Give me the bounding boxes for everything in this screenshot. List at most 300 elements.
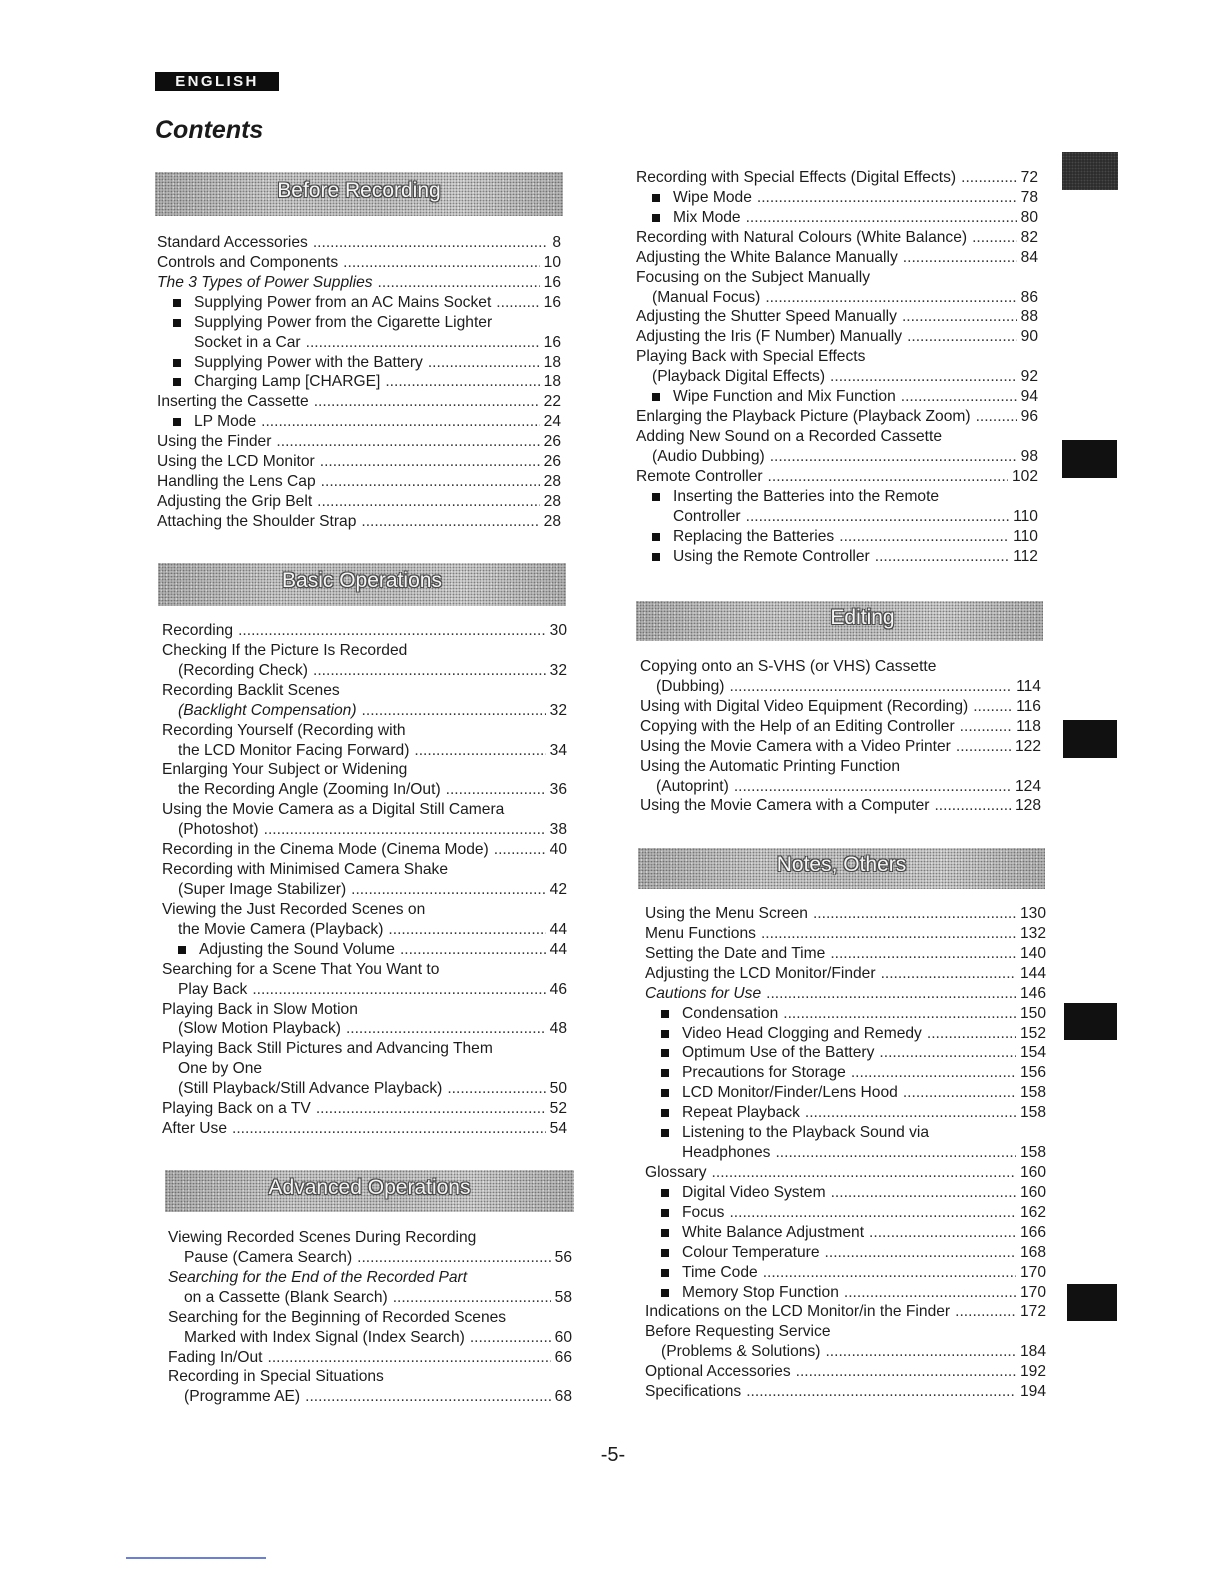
square-bullet-icon xyxy=(661,1189,669,1197)
toc-entry xyxy=(636,547,1038,567)
dot-leader xyxy=(903,1083,1016,1103)
toc-page-number: 90 xyxy=(1020,328,1038,346)
toc-page-number: 60 xyxy=(554,1328,572,1346)
dot-leader xyxy=(267,1348,550,1368)
dot-leader xyxy=(729,1203,1016,1223)
toc-entry-line xyxy=(645,1024,1046,1044)
toc-page-number: 170 xyxy=(1019,1263,1046,1281)
toc-entry-title: Adjusting the White Balance Manually xyxy=(636,248,898,266)
toc-page-number: 34 xyxy=(549,741,567,759)
toc-entry xyxy=(162,940,567,960)
toc-entry-title: One by One xyxy=(178,1060,263,1078)
toc-entry-line xyxy=(162,621,567,641)
toc-entry-title: Using the Remote Controller xyxy=(673,547,870,565)
toc-entry-line xyxy=(636,208,1038,228)
dot-leader xyxy=(960,717,1012,737)
toc-entry-title: Searching for the End of the Recorded Part xyxy=(168,1268,468,1286)
toc-entry xyxy=(162,621,567,641)
toc-entry-line xyxy=(636,168,1038,188)
toc-entry-line xyxy=(157,392,561,412)
dot-leader xyxy=(830,367,1017,387)
toc-entry xyxy=(162,900,567,940)
square-bullet-icon xyxy=(652,393,660,401)
toc-entry-line xyxy=(645,944,1046,964)
toc-entry xyxy=(645,904,1046,924)
toc-entry-line xyxy=(162,980,567,1000)
toc-entry xyxy=(645,1004,1046,1024)
toc-entry-line xyxy=(640,777,1041,797)
dot-leader xyxy=(729,677,1012,697)
toc-entry-line xyxy=(640,697,1041,717)
toc-entry-title: LCD Monitor/Finder/Lens Hood xyxy=(682,1084,898,1102)
toc-entry-line xyxy=(157,452,561,472)
toc-entry-title: Using the Menu Screen xyxy=(645,905,808,922)
toc-entry xyxy=(162,721,567,761)
toc-entry xyxy=(645,924,1046,944)
toc-entry-line xyxy=(162,1019,567,1039)
toc-page-number: 46 xyxy=(549,980,567,998)
toc-entry-title: Supplying Power from the Cigarette Lighter xyxy=(194,313,493,331)
dot-leader xyxy=(796,1362,1016,1382)
toc-entry-line xyxy=(645,1043,1046,1063)
toc-entry-line xyxy=(645,1103,1046,1123)
toc-page-number: 172 xyxy=(1019,1303,1046,1321)
toc-entry-line xyxy=(636,487,1038,507)
toc-entry-line xyxy=(162,1079,567,1099)
toc-entry-title: (Slow Motion Playback) xyxy=(178,1020,341,1038)
dot-leader xyxy=(447,1079,545,1099)
toc-entry-title: Searching for the Beginning of Recorded Scenes xyxy=(168,1308,507,1326)
toc-entry-title: Using the Movie Camera with a Computer xyxy=(640,797,930,815)
toc-entry xyxy=(157,233,561,253)
dot-leader xyxy=(763,1263,1016,1283)
toc-entry xyxy=(162,1099,567,1119)
toc-entry xyxy=(162,1119,567,1139)
toc-entry-line xyxy=(645,904,1046,924)
toc-entry xyxy=(636,307,1038,327)
toc-entry xyxy=(636,387,1038,407)
toc-entry-line xyxy=(636,507,1038,527)
toc-entry xyxy=(640,697,1041,717)
toc-page-number: 160 xyxy=(1019,1163,1046,1181)
toc-entry-line xyxy=(157,233,561,253)
toc-entry xyxy=(645,964,1046,984)
section-banner-label: Notes, Others xyxy=(776,853,907,876)
toc-page-number: 146 xyxy=(1019,984,1046,1002)
square-bullet-icon xyxy=(661,1209,669,1217)
toc-entry-title: (Still Playback/Still Advance Playback) xyxy=(178,1080,443,1098)
toc-entry-line xyxy=(162,1039,567,1059)
toc-entry-title: Condensation xyxy=(682,1004,779,1022)
toc-entry xyxy=(645,1163,1046,1183)
toc-entry xyxy=(645,1263,1046,1283)
toc-entry-line xyxy=(645,984,1046,1004)
dot-leader xyxy=(901,387,1017,407)
toc-entry xyxy=(645,1103,1046,1123)
section-banner-label: Before Recording xyxy=(277,178,441,202)
dot-leader xyxy=(232,1119,546,1139)
toc-entry-line xyxy=(645,1123,1046,1143)
toc-entry-line xyxy=(645,1163,1046,1183)
toc-entry-title: on a Cassette (Blank Search) xyxy=(184,1288,388,1306)
toc-page-number: 68 xyxy=(554,1388,572,1406)
toc-entry xyxy=(645,1024,1046,1044)
toc-page-number: 140 xyxy=(1019,944,1046,962)
dot-leader xyxy=(305,1387,551,1407)
toc-entry-title: Standard Accessories xyxy=(157,234,308,251)
toc-entry-title: (Playback Digital Effects) xyxy=(652,368,826,386)
toc-entry xyxy=(157,253,561,273)
toc-entry xyxy=(157,512,561,532)
toc-page-number: 18 xyxy=(543,373,561,391)
toc-page-number: 184 xyxy=(1019,1343,1046,1361)
toc-page-number: 114 xyxy=(1016,677,1041,695)
dot-leader xyxy=(907,327,1017,347)
toc-page-number: 118 xyxy=(1016,717,1041,735)
toc-entry-line xyxy=(640,757,1041,777)
toc-entry-line xyxy=(636,547,1038,567)
toc-entry xyxy=(157,392,561,412)
dot-leader xyxy=(927,1024,1016,1044)
toc-entry xyxy=(636,467,1038,487)
toc-page-number: 16 xyxy=(543,273,561,291)
toc-entry-title: (Manual Focus) xyxy=(652,288,761,306)
toc-entry xyxy=(640,757,1041,797)
toc-entry-title: Handling the Lens Cap xyxy=(157,473,316,491)
toc-entry-line xyxy=(157,512,561,532)
toc-entry xyxy=(157,412,561,432)
toc-entry-title: Copying onto an S-VHS (or VHS) Cassette xyxy=(640,658,937,675)
toc-entry-line xyxy=(645,1183,1046,1203)
dot-leader xyxy=(494,840,546,860)
dot-leader xyxy=(766,984,1016,1004)
dot-leader xyxy=(903,248,1017,268)
toc-list-basic-operations xyxy=(162,621,567,1139)
toc-entry-line xyxy=(157,253,561,273)
square-bullet-icon xyxy=(173,359,181,367)
toc-entry-line xyxy=(645,1342,1046,1362)
toc-entry-title: Enlarging the Playback Picture (Playback Zoom) xyxy=(636,408,971,426)
toc-entry xyxy=(162,641,567,681)
dot-leader xyxy=(825,1342,1016,1362)
toc-entry-line xyxy=(640,657,1041,677)
toc-page-number: 80 xyxy=(1020,208,1038,226)
dot-leader xyxy=(839,527,1009,547)
toc-entry-line xyxy=(157,273,561,293)
toc-entry-line xyxy=(645,924,1046,944)
dot-leader xyxy=(746,208,1017,228)
dot-leader xyxy=(238,621,546,641)
toc-entry-line xyxy=(636,327,1038,347)
toc-page-number: 18 xyxy=(543,353,561,371)
toc-entry xyxy=(168,1367,572,1407)
toc-entry-line xyxy=(162,1099,567,1119)
toc-entry xyxy=(636,407,1038,427)
toc-entry-title: Video Head Clogging and Remedy xyxy=(682,1024,922,1042)
dot-leader xyxy=(761,924,1016,944)
toc-entry-line xyxy=(168,1348,572,1368)
toc-entry-title: Colour Temperature xyxy=(682,1243,820,1261)
toc-entry-line xyxy=(157,432,561,452)
toc-entry xyxy=(645,1223,1046,1243)
toc-entry xyxy=(162,1039,567,1099)
toc-page-number: 24 xyxy=(543,413,561,431)
toc-entry-title: Mix Mode xyxy=(673,208,741,226)
toc-page-number: 54 xyxy=(549,1120,567,1138)
toc-entry xyxy=(157,313,561,353)
toc-entry xyxy=(645,1123,1046,1163)
toc-entry-title: Focusing on the Subject Manually xyxy=(636,268,871,286)
toc-page-number: 150 xyxy=(1019,1004,1046,1022)
toc-entry xyxy=(636,268,1038,308)
toc-entry-title: Searching for a Scene That You Want to xyxy=(162,960,440,978)
dot-leader xyxy=(313,661,546,681)
toc-entry-title: Headphones xyxy=(682,1144,771,1162)
footer-rule xyxy=(126,1557,266,1559)
toc-entry-line xyxy=(168,1328,572,1348)
dot-leader xyxy=(317,492,539,512)
toc-entry-line xyxy=(645,964,1046,984)
toc-entry-title: Inserting the Cassette xyxy=(157,393,309,411)
toc-entry-line xyxy=(162,760,567,780)
toc-entry-line xyxy=(157,372,561,392)
section-banner-label: Advanced Operations xyxy=(268,1175,471,1199)
toc-entry-title: Playing Back Still Pictures and Advancing Them xyxy=(162,1040,493,1058)
toc-page-number: 16 xyxy=(543,333,561,351)
square-bullet-icon xyxy=(652,493,660,501)
toc-entry xyxy=(636,487,1038,527)
toc-entry-line xyxy=(168,1268,572,1288)
toc-entry xyxy=(636,208,1038,228)
square-bullet-icon xyxy=(661,1049,669,1057)
toc-entry-title: Adding New Sound on a Recorded Cassette xyxy=(636,427,943,445)
toc-page-number: 170 xyxy=(1019,1283,1046,1301)
toc-entry-title: Adjusting the Grip Belt xyxy=(157,492,313,510)
toc-entry-title: the LCD Monitor Facing Forward) xyxy=(178,741,410,759)
toc-entry-title: After Use xyxy=(162,1120,227,1138)
toc-entry-line xyxy=(162,860,567,880)
toc-entry-line xyxy=(157,353,561,373)
toc-entry-line xyxy=(640,677,1041,697)
dot-leader xyxy=(314,392,540,412)
dot-leader xyxy=(378,273,540,293)
dot-leader xyxy=(264,820,546,840)
toc-list-advanced-operations xyxy=(168,1228,572,1407)
toc-entry-title: Specifications xyxy=(645,1383,742,1401)
toc-page-number: 28 xyxy=(543,512,561,530)
toc-entry xyxy=(645,1322,1046,1362)
toc-entry-title: Copying with the Help of an Editing Controller xyxy=(640,717,955,735)
toc-page-number: 166 xyxy=(1019,1223,1046,1241)
toc-entry-line xyxy=(636,307,1038,327)
dot-leader xyxy=(306,333,540,353)
toc-page-number: 92 xyxy=(1020,368,1038,386)
toc-entry xyxy=(636,427,1038,467)
toc-page-number: 110 xyxy=(1013,527,1038,545)
toc-page-number: 16 xyxy=(543,293,561,311)
square-bullet-icon xyxy=(652,533,660,541)
toc-entry-line xyxy=(162,940,567,960)
toc-entry xyxy=(157,372,561,392)
toc-page-number: 160 xyxy=(1019,1183,1046,1201)
toc-entry-title: (Audio Dubbing) xyxy=(652,447,765,465)
toc-entry-line xyxy=(645,1063,1046,1083)
toc-entry-line xyxy=(162,661,567,681)
toc-entry-line xyxy=(636,407,1038,427)
dot-leader xyxy=(770,447,1017,467)
toc-entry-title: Repeat Playback xyxy=(682,1104,800,1122)
toc-entry-title: Socket in a Car xyxy=(194,333,301,351)
toc-entry-title: Using the Finder xyxy=(157,433,272,451)
dot-leader xyxy=(470,1328,551,1348)
toc-entry xyxy=(645,1302,1046,1322)
toc-entry-title: Using the Movie Camera as a Digital Still Camera xyxy=(162,801,505,819)
square-bullet-icon xyxy=(652,214,660,222)
toc-page-number: 88 xyxy=(1020,308,1038,326)
toc-entry-title: Play Back xyxy=(178,980,248,998)
square-bullet-icon xyxy=(661,1030,669,1038)
toc-entry-title: Enlarging Your Subject or Widening xyxy=(162,761,408,779)
dot-leader xyxy=(734,777,1011,797)
toc-entry-line xyxy=(645,1004,1046,1024)
dot-leader xyxy=(956,737,1011,757)
toc-entry-title: Wipe Mode xyxy=(673,188,752,206)
dot-leader xyxy=(320,452,540,472)
toc-entry-line xyxy=(162,840,567,860)
section-index-tab xyxy=(1064,1003,1117,1040)
toc-entry-title: the Recording Angle (Zooming In/Out) xyxy=(178,781,441,799)
dot-leader xyxy=(805,1103,1016,1123)
dot-leader xyxy=(400,940,546,960)
toc-page-number: 84 xyxy=(1020,248,1038,266)
language-badge: ENGLISH xyxy=(155,72,279,91)
toc-entry xyxy=(162,1000,567,1040)
toc-entry-line xyxy=(162,741,567,761)
toc-entry-title: (Problems & Solutions) xyxy=(661,1343,821,1361)
dot-leader xyxy=(955,1302,1016,1322)
toc-entry-title: Listening to the Playback Sound via xyxy=(682,1124,930,1142)
toc-entry-title: Cautions for Use xyxy=(645,984,762,1002)
toc-entry xyxy=(162,840,567,860)
toc-entry-title: Glossary xyxy=(645,1163,707,1181)
toc-entry-title: Recording in Special Situations xyxy=(168,1368,384,1386)
toc-entry-line xyxy=(640,717,1041,737)
section-banner-notes-others xyxy=(638,848,1045,889)
toc-entry-line xyxy=(168,1288,572,1308)
toc-page-number: 38 xyxy=(549,821,567,839)
dot-leader xyxy=(321,472,540,492)
toc-entry xyxy=(645,1203,1046,1223)
toc-page-number: 158 xyxy=(1019,1104,1046,1122)
toc-entry-title: (Autoprint) xyxy=(656,777,729,795)
toc-entry-title: Recording with Minimised Camera Shake xyxy=(162,861,449,879)
dot-leader xyxy=(351,880,546,900)
square-bullet-icon xyxy=(652,553,660,561)
toc-entry xyxy=(645,1362,1046,1382)
dot-leader xyxy=(961,168,1017,188)
toc-entry-line xyxy=(162,920,567,940)
toc-entry-line xyxy=(636,228,1038,248)
toc-entry-title: (Backlight Compensation) xyxy=(178,701,357,719)
toc-entry-title: (Super Image Stabilizer) xyxy=(178,880,347,898)
dot-leader xyxy=(252,980,545,1000)
toc-entry-line xyxy=(636,288,1038,308)
toc-entry-line xyxy=(168,1387,572,1407)
dot-leader xyxy=(875,547,1009,567)
toc-entry-line xyxy=(636,447,1038,467)
toc-entry-line xyxy=(162,780,567,800)
toc-entry xyxy=(636,327,1038,347)
toc-entry xyxy=(645,1283,1046,1303)
toc-page-number: 96 xyxy=(1020,408,1038,426)
toc-entry-title: Adjusting the Shutter Speed Manually xyxy=(636,308,897,326)
dot-leader xyxy=(343,253,539,273)
toc-page-number: 48 xyxy=(549,1020,567,1038)
toc-page-number: 58 xyxy=(554,1288,572,1306)
toc-entry-title: (Recording Check) xyxy=(178,661,308,679)
toc-page-number: 102 xyxy=(1011,467,1038,485)
toc-page-number: 26 xyxy=(543,433,561,451)
dot-leader xyxy=(844,1283,1016,1303)
section-index-tab xyxy=(1067,1284,1117,1321)
page-number: -5- xyxy=(600,1444,626,1466)
toc-list-editing xyxy=(640,657,1041,816)
toc-entry-line xyxy=(162,721,567,741)
toc-entry-title: Wipe Function and Mix Function xyxy=(673,388,896,406)
toc-page-number: 162 xyxy=(1019,1203,1046,1221)
square-bullet-icon xyxy=(173,319,181,327)
toc-page-number: 154 xyxy=(1019,1044,1046,1062)
toc-entry-line xyxy=(168,1248,572,1268)
toc-entry-title: Controls and Components xyxy=(157,253,339,271)
toc-page-number: 82 xyxy=(1020,228,1038,246)
toc-entry-title: Adjusting the Iris (F Number) Manually xyxy=(636,328,903,346)
dot-leader xyxy=(313,233,548,253)
toc-page-number: 28 xyxy=(543,473,561,491)
toc-page-number: 128 xyxy=(1014,797,1041,815)
dot-leader xyxy=(775,1143,1016,1163)
toc-page-number: 40 xyxy=(549,841,567,859)
toc-entry-line xyxy=(645,1143,1046,1163)
toc-entry-line xyxy=(645,1223,1046,1243)
toc-page-number: 130 xyxy=(1019,905,1046,922)
dot-leader xyxy=(757,188,1017,208)
toc-entry-title: (Programme AE) xyxy=(184,1388,301,1406)
toc-entry xyxy=(636,228,1038,248)
dot-leader xyxy=(813,904,1016,924)
toc-entry xyxy=(645,1043,1046,1063)
toc-entry-line xyxy=(636,367,1038,387)
toc-entry-line xyxy=(645,1243,1046,1263)
toc-entry-title: Recording Yourself (Recording with xyxy=(162,721,406,739)
toc-entry-title: Memory Stop Function xyxy=(682,1283,839,1301)
dot-leader xyxy=(830,944,1016,964)
toc-entry-title: Playing Back in Slow Motion xyxy=(162,1000,358,1018)
toc-page-number: 30 xyxy=(549,622,567,639)
toc-entry-title: Indications on the LCD Monitor/in the Finder xyxy=(645,1303,951,1321)
toc-entry-line xyxy=(168,1308,572,1328)
section-banner-label: Editing xyxy=(830,605,895,629)
toc-entry-line xyxy=(640,737,1041,757)
toc-page-number: 168 xyxy=(1019,1243,1046,1261)
toc-entry-title: Supplying Power with the Battery xyxy=(194,353,423,371)
toc-entry-title: Playing Back with Special Effects xyxy=(636,348,866,366)
toc-page-number: 116 xyxy=(1016,697,1041,715)
dot-leader xyxy=(496,293,539,313)
square-bullet-icon xyxy=(652,194,660,202)
toc-page-number: 72 xyxy=(1020,169,1038,186)
toc-page-number: 98 xyxy=(1020,447,1038,465)
